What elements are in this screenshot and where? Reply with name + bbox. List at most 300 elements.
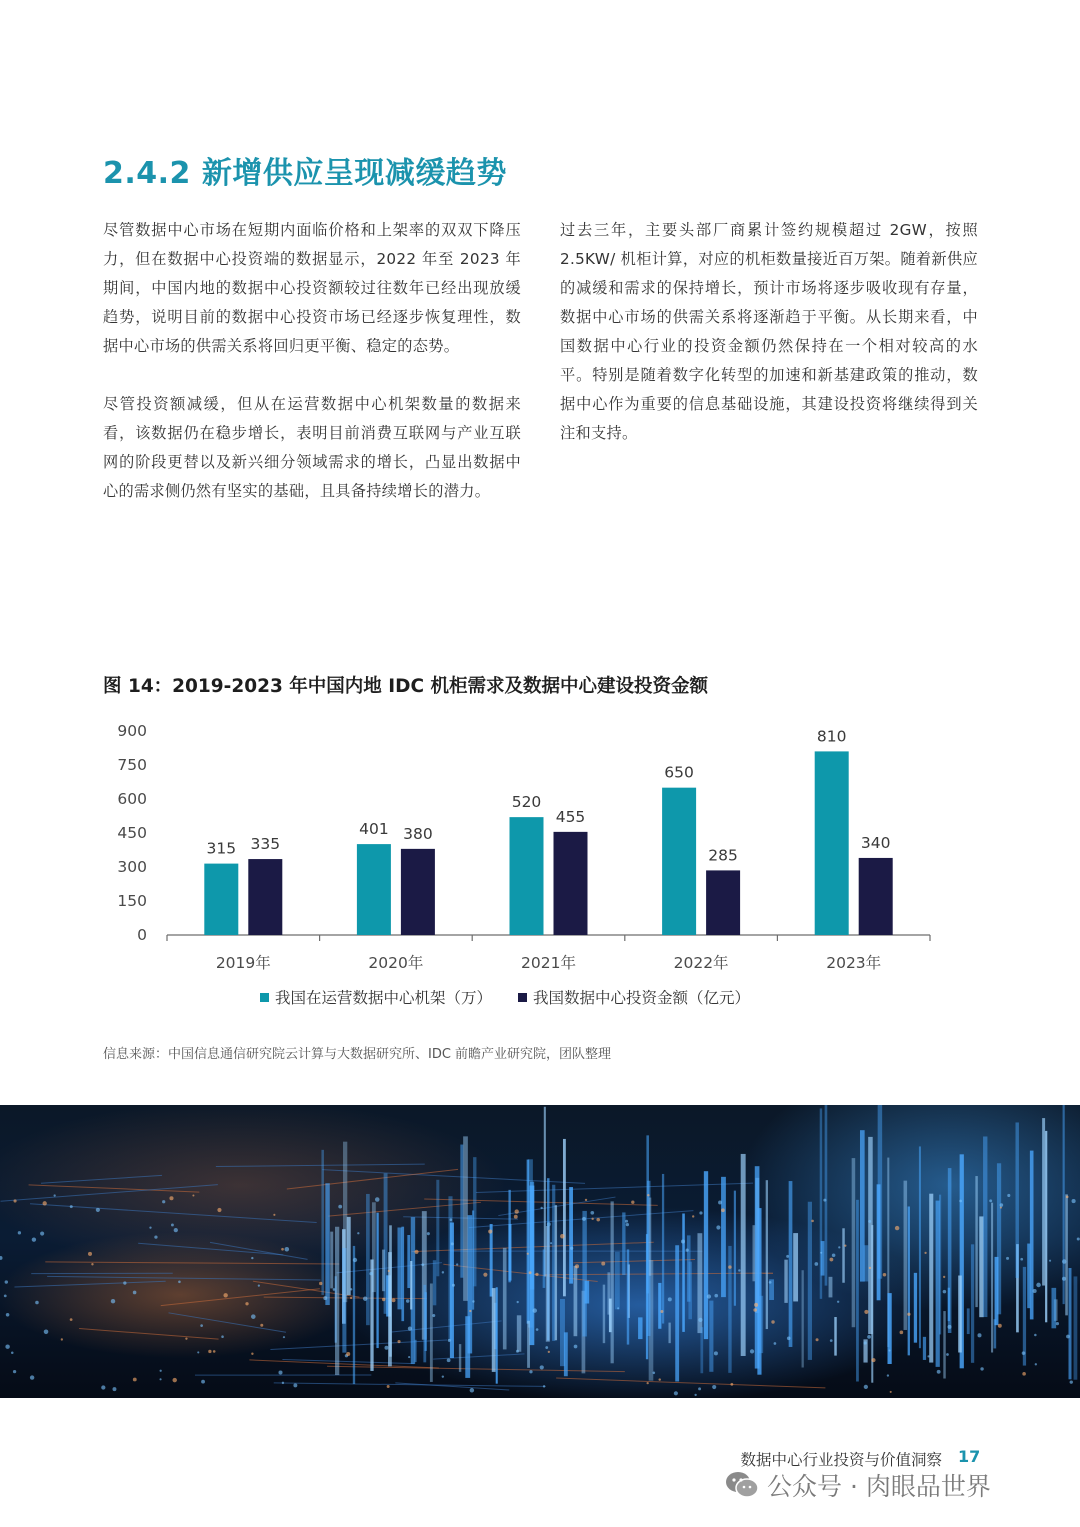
hero-decoration — [977, 1333, 981, 1337]
hero-decoration — [70, 1318, 73, 1321]
hero-decoration — [631, 1201, 634, 1204]
hero-decoration — [469, 1310, 471, 1312]
hero-decoration — [43, 1201, 47, 1205]
body-column-right — [560, 216, 978, 477]
hero-decoration — [133, 1291, 137, 1295]
hero-decoration — [1042, 1118, 1045, 1285]
hero-decoration — [869, 1267, 871, 1269]
hero-decoration — [766, 1180, 768, 1329]
hero-decoration — [53, 1194, 55, 1196]
bar — [815, 751, 849, 935]
hero-decoration — [752, 1225, 755, 1281]
hero-decoration — [529, 1271, 532, 1274]
figure-title: 图 14：2019-2023 年中国内地 IDC 机柜需求及数据中心建设投资金额 — [103, 676, 708, 697]
hero-decoration — [192, 1194, 194, 1196]
hero-decoration — [5, 1344, 9, 1348]
hero-decoration — [353, 1246, 355, 1384]
hero-decoration — [1000, 1207, 1002, 1209]
hero-decoration — [200, 1324, 203, 1327]
hero-decoration — [536, 1328, 539, 1331]
hero-decoration — [382, 1298, 385, 1301]
hero-decoration — [452, 1284, 455, 1287]
hero-decoration — [971, 1244, 974, 1362]
hero-decoration — [625, 1220, 628, 1223]
hero-decoration — [1062, 1259, 1066, 1263]
hero-decoration — [160, 1370, 162, 1372]
hero-decoration — [363, 1296, 367, 1300]
hero-decoration — [492, 1288, 496, 1372]
hero-decoration — [668, 1323, 670, 1344]
x-tick-label: 2023年 — [826, 954, 882, 972]
hero-decoration — [575, 1264, 579, 1268]
bar — [554, 832, 588, 935]
hero-decoration — [560, 1299, 565, 1366]
hero-decoration — [40, 1231, 44, 1235]
hero-decoration — [821, 1241, 825, 1276]
hero-decoration — [871, 1358, 875, 1362]
hero-decoration — [808, 1202, 812, 1360]
hero-decoration — [174, 1228, 178, 1232]
data-label: 650 — [664, 763, 694, 782]
hero-decoration — [30, 1204, 317, 1223]
hero-decoration — [370, 1259, 373, 1370]
hero-decoration — [217, 1208, 221, 1212]
hero-decoration — [995, 1257, 999, 1325]
hero-decoration — [384, 1346, 388, 1350]
hero-decoration — [14, 1199, 17, 1202]
hero-decoration — [709, 1301, 713, 1372]
hero-decoration — [544, 1273, 773, 1275]
hero-decoration — [842, 1228, 844, 1282]
hero-decoration — [574, 1345, 578, 1349]
hero-decoration — [483, 1273, 487, 1277]
hero-decoration — [96, 1208, 100, 1212]
hero-decoration — [375, 1197, 380, 1202]
hero-decoration — [582, 1211, 586, 1337]
watermark-text: 公众号 · 肉眼品世界 — [767, 1472, 991, 1501]
hero-decoration — [515, 1209, 519, 1213]
hero-decoration — [401, 1227, 404, 1321]
hero-decoration — [888, 1349, 890, 1351]
hero-decoration — [615, 1252, 620, 1309]
bar — [662, 788, 696, 935]
hero-decoration — [786, 1255, 789, 1258]
hero-decoration — [543, 1249, 546, 1288]
hero-decoration — [596, 1218, 600, 1222]
hero-decoration — [473, 1157, 476, 1286]
hero-decoration — [959, 1200, 962, 1203]
hero-decoration — [741, 1154, 746, 1356]
hero-decoration — [754, 1303, 758, 1307]
hero-decoration — [397, 1340, 400, 1343]
hero-decoration — [570, 1247, 573, 1250]
hero-decoration — [675, 1245, 679, 1381]
hero-decoration — [574, 1266, 578, 1336]
hero-decoration — [353, 1258, 357, 1262]
hero-decoration — [5, 1280, 8, 1283]
hero-decoration — [943, 1290, 947, 1294]
hero-decoration — [868, 1220, 871, 1223]
hero-decoration — [611, 1201, 614, 1363]
hero-decoration — [919, 1146, 921, 1348]
hero-decoration — [159, 1378, 161, 1380]
hero-decoration — [864, 1245, 869, 1281]
y-tick-label: 750 — [117, 756, 147, 774]
hero-decoration — [714, 1351, 718, 1355]
hero-decoration — [350, 1288, 352, 1290]
hero-decoration — [529, 1370, 532, 1373]
hero-decoration — [887, 1374, 889, 1376]
legend-item-racks — [260, 986, 492, 1008]
hero-decoration — [622, 1212, 625, 1275]
hero-decoration — [285, 1247, 290, 1252]
hero-decoration — [686, 1249, 689, 1252]
hero-decoration — [975, 1176, 977, 1307]
hero-decoration — [646, 1135, 649, 1293]
hero-decoration — [325, 1183, 329, 1305]
hero-decoration — [647, 1194, 649, 1196]
legend-item-investment — [518, 986, 750, 1008]
hero-decoration — [283, 1336, 285, 1338]
hero-decoration — [721, 1177, 726, 1297]
hero-decoration — [543, 1385, 545, 1387]
bar-chart — [95, 715, 945, 975]
x-tick-label: 2020年 — [368, 954, 424, 972]
hero-decoration — [171, 1224, 174, 1227]
hero-decoration — [787, 1336, 791, 1340]
bar — [510, 817, 544, 935]
bar — [204, 864, 238, 935]
hero-decoration — [201, 1380, 205, 1384]
hero-decoration — [216, 1164, 425, 1166]
data-label: 455 — [555, 807, 586, 826]
hero-decoration — [923, 1337, 926, 1360]
hero-decoration — [328, 1202, 481, 1216]
hero-decoration — [883, 1273, 886, 1276]
hero-decoration — [816, 1338, 819, 1341]
chart-legend — [260, 986, 750, 1008]
y-tick-label: 0 — [137, 926, 147, 944]
hero-decoration — [718, 1201, 722, 1205]
hero-decoration — [168, 1313, 285, 1332]
hero-decoration — [844, 1245, 846, 1247]
hero-decoration — [771, 1320, 774, 1323]
hero-decoration — [223, 1293, 227, 1297]
hero-decoration — [674, 1391, 678, 1395]
hero-decoration — [346, 1352, 350, 1356]
hero-decoration — [814, 1262, 818, 1266]
hero-decoration — [991, 1203, 993, 1353]
hero-decoration — [700, 1327, 703, 1373]
hero-decoration — [330, 1232, 333, 1289]
body-paragraph: 尽管投资额减缓，但从在运营数据中心机架数量的数据来看，该数据仍在稳步增长，表明目前消费互联网与产业互联网的阶段更替以及新兴细分领域需求的增长，凸显出数据中心的需求侧仍然有坚实的基础，且具备持续增长的潜力。 — [103, 395, 521, 500]
hero-decoration — [603, 1285, 605, 1344]
hero-decoration — [556, 1378, 825, 1388]
hero-decoration — [716, 1225, 720, 1229]
data-label: 335 — [250, 835, 281, 854]
hero-decoration — [432, 1314, 435, 1317]
hero-decoration — [406, 1299, 410, 1303]
hero-decoration — [460, 1145, 463, 1278]
hero-decoration — [433, 1354, 524, 1359]
hero-decoration — [388, 1270, 390, 1272]
hero-decoration — [721, 1208, 725, 1212]
hero-decoration — [838, 1246, 840, 1248]
hero-decoration — [514, 1215, 518, 1219]
hero-decoration — [1066, 1335, 1070, 1339]
hero-decoration — [260, 1324, 263, 1327]
hero-decoration — [376, 1213, 378, 1348]
hero-decoration — [185, 1338, 187, 1340]
hero-decoration — [1070, 1380, 1073, 1383]
legend-label: 我国在运营数据中心机架（万） — [275, 989, 493, 1007]
hero-decoration — [789, 1181, 793, 1347]
hero-decoration — [1022, 1351, 1026, 1355]
hero-decoration — [490, 1224, 493, 1297]
hero-decoration — [111, 1299, 115, 1303]
hero-decoration — [101, 1385, 105, 1389]
hero-decoration — [70, 1205, 73, 1208]
hero-decoration — [1062, 1277, 1066, 1281]
hero-decoration — [560, 1234, 565, 1239]
hero-decoration — [321, 1150, 324, 1295]
hero-decoration — [728, 1265, 731, 1268]
hero-decoration — [210, 1242, 308, 1259]
hero-decoration — [1056, 1322, 1059, 1325]
hero-decoration — [448, 1196, 452, 1340]
hero-decoration — [91, 1263, 93, 1265]
hero-decoration — [540, 1365, 544, 1369]
hero-decoration — [4, 1294, 7, 1297]
hero-decoration — [1000, 1203, 1004, 1207]
hero-decoration — [967, 1308, 970, 1334]
hero-decoration — [527, 1253, 529, 1255]
hero-decoration — [692, 1215, 694, 1217]
hero-decoration — [890, 1391, 892, 1393]
hero-decoration — [465, 1316, 470, 1378]
hero-decoration — [41, 1175, 162, 1183]
hero-decoration — [546, 1226, 550, 1342]
hero-decoration — [528, 1159, 533, 1327]
legend-swatch — [260, 993, 269, 1002]
hero-decoration — [414, 1250, 418, 1254]
hero-decoration — [133, 1378, 137, 1382]
hero-decoration — [983, 1136, 987, 1317]
hero-decoration — [837, 1301, 839, 1303]
wechat-icon — [725, 1470, 759, 1500]
hero-decoration — [251, 1257, 253, 1259]
hero-decoration — [1, 1185, 218, 1202]
hero-decoration — [998, 1324, 1002, 1328]
hero-decoration — [864, 1310, 868, 1314]
hero-decoration — [687, 1235, 691, 1301]
hero-decoration — [251, 1314, 256, 1319]
hero-decoration — [714, 1294, 718, 1298]
hero-decoration — [448, 1339, 451, 1342]
hero-decoration — [682, 1213, 685, 1331]
hero-decoration — [989, 1199, 992, 1202]
hero-decoration — [357, 1232, 359, 1234]
hero-decoration — [79, 1328, 218, 1339]
hero-decoration — [734, 1191, 736, 1306]
hero-decoration — [14, 1281, 165, 1287]
hero-decoration — [1049, 1260, 1051, 1262]
hero-decoration — [864, 1341, 867, 1344]
hero-decoration — [408, 1327, 412, 1331]
hero-decoration — [535, 1273, 538, 1276]
hero-decoration — [607, 1272, 610, 1314]
hero-decoration — [681, 1240, 685, 1244]
hero-decoration — [907, 1313, 910, 1316]
hero-decoration — [436, 1180, 439, 1276]
hero-decoration — [45, 1262, 339, 1264]
hero-decoration — [943, 1311, 945, 1378]
hero-decoration — [820, 1252, 822, 1254]
hero-decoration — [1068, 1268, 1071, 1379]
hero-decoration — [582, 1217, 586, 1221]
hero-decoration — [958, 1275, 962, 1352]
hero-decoration — [488, 1229, 492, 1233]
hero-decoration — [823, 1199, 826, 1202]
hero-decoration — [698, 1387, 701, 1390]
figure-source: 信息来源：中国信息通信研究院云计算与大数据研究所、IDC 前瞻产业研究院，团队整理 — [103, 1047, 612, 1062]
hero-decoration — [895, 1226, 899, 1230]
hero-decoration — [830, 1339, 833, 1342]
hero-decoration — [421, 1263, 424, 1266]
body-column-left — [103, 216, 521, 535]
hero-decoration — [728, 1246, 731, 1373]
hero-decoration — [802, 1270, 804, 1367]
hero-decoration — [88, 1252, 92, 1256]
hero-decoration — [273, 1214, 275, 1216]
hero-decoration — [442, 1271, 444, 1273]
hero-decoration — [585, 1199, 587, 1201]
hero-decoration — [408, 1356, 410, 1358]
hero-decoration — [1065, 1194, 1068, 1315]
hero-decoration — [834, 1317, 836, 1356]
data-label: 315 — [206, 839, 237, 858]
hero-decoration — [653, 1371, 656, 1374]
y-tick-label: 150 — [117, 892, 147, 910]
hero-decoration — [1051, 1288, 1056, 1328]
hero-decoration — [856, 1200, 859, 1382]
hero-decoration — [138, 1243, 283, 1255]
data-label: 520 — [511, 793, 542, 812]
hero-decoration — [1020, 1258, 1023, 1261]
bar — [357, 844, 391, 935]
hero-decoration — [213, 1350, 216, 1353]
hero-decoration — [338, 1205, 342, 1209]
hero-decoration — [251, 1353, 253, 1355]
hero-decoration — [550, 1242, 552, 1244]
hero-decoration — [245, 1302, 248, 1305]
hero-decoration — [533, 1308, 537, 1312]
footer-report-title: 数据中心行业投资与价值洞察 — [740, 1451, 942, 1469]
hero-decoration — [590, 1211, 594, 1215]
hero-decoration — [410, 1261, 412, 1309]
hero-decoration — [1033, 1289, 1037, 1293]
hero-decoration — [929, 1194, 933, 1363]
hero-decoration — [1007, 1194, 1010, 1197]
hero-decoration — [508, 1190, 510, 1282]
hero-decoration — [450, 1218, 453, 1221]
hero-decoration — [937, 1370, 941, 1374]
hero-decoration — [463, 1136, 468, 1301]
city-circuit-illustration — [0, 1105, 1080, 1398]
bar — [706, 870, 740, 935]
legend-swatch — [518, 993, 527, 1002]
hero-decoration — [470, 1388, 475, 1393]
hero-decoration — [793, 1233, 798, 1301]
hero-decoration — [547, 1222, 551, 1226]
body-paragraph: 过去三年，主要头部厂商累计签约规模超过 2GW，按照 2.5KW/ 机柜计算，对应的机柜数量接近百万架。随着新供应的减缓和需求的保持增长，预计市场将逐步吸收现有存量，数据中心市场的供需关系将逐渐趋于平衡。从长期来看，中国数据中心行业的投资金额仍然保持在一个相对较高的水平。特别是随着数字化转型的加速和新基建政策的推动，数据中心作为重要的信息基础设施，其建设投资将继续得到关注和支持。 — [560, 221, 978, 442]
hero-decoration — [563, 1139, 566, 1296]
hero-decoration — [392, 1298, 396, 1302]
hero-decoration — [407, 1235, 410, 1288]
data-label: 285 — [708, 846, 738, 865]
hero-decoration — [738, 1269, 740, 1271]
hero-decoration — [423, 1285, 426, 1363]
hero-decoration — [832, 1253, 836, 1257]
hero-decoration — [335, 1227, 339, 1375]
data-label: 401 — [359, 820, 389, 839]
hero-decoration — [472, 1300, 474, 1302]
hero-decoration — [173, 1378, 177, 1382]
hero-decoration — [878, 1105, 882, 1279]
hero-decoration — [433, 1260, 436, 1305]
hero-decoration — [13, 1370, 16, 1373]
hero-decoration — [707, 1294, 711, 1298]
hero-decoration — [333, 1288, 336, 1291]
hero-decoration — [1045, 1131, 1047, 1322]
hero-decoration — [784, 1260, 787, 1303]
hero-decoration — [47, 1276, 320, 1280]
hero-decoration — [591, 1218, 593, 1220]
hero-decoration — [864, 1385, 868, 1389]
hero-decoration — [769, 1281, 772, 1284]
hero-decoration — [1077, 1237, 1080, 1240]
hero-decoration — [1036, 1283, 1041, 1288]
x-tick-label: 2019年 — [215, 954, 271, 972]
hero-decoration — [516, 1350, 519, 1353]
hero-decoration — [662, 1174, 664, 1324]
hero-decoration — [943, 1276, 945, 1278]
bar — [248, 859, 282, 935]
hero-decoration — [459, 1344, 461, 1372]
hero-decoration — [169, 1196, 173, 1200]
hero-decoration — [660, 1310, 663, 1313]
hero-decoration — [540, 1207, 542, 1209]
hero-decoration — [18, 1231, 21, 1234]
hero-decoration — [387, 1385, 390, 1388]
hero-decoration — [829, 1277, 833, 1298]
hero-decoration — [699, 1211, 702, 1214]
hero-decoration — [0, 1256, 3, 1260]
hero-decoration — [149, 1227, 151, 1229]
y-tick-label: 450 — [117, 824, 147, 842]
bar — [401, 849, 435, 935]
y-tick-label: 600 — [117, 790, 147, 808]
hero-decoration — [1006, 1257, 1009, 1260]
hero-decoration — [979, 1216, 983, 1317]
hero-decoration — [496, 1287, 498, 1383]
body-paragraph: 尽管数据中心市场在短期内面临价格和上架率的双双下降压力，但在数据中心投资端的数据显示，2022 年至 2023 年期间，中国内地的数据中心投资额较过往数年已经出现放缓趋势，说明目前的数据中心投资市场已经逐步恢复理性，数据中心市场的供需关系将回归更平衡、稳定的态势。 — [103, 221, 521, 355]
hero-decoration — [44, 1330, 49, 1335]
hero-decoration — [395, 1383, 509, 1390]
hero-image — [0, 1105, 1080, 1398]
hero-decoration — [350, 1297, 352, 1299]
hero-decoration — [1034, 1334, 1037, 1337]
